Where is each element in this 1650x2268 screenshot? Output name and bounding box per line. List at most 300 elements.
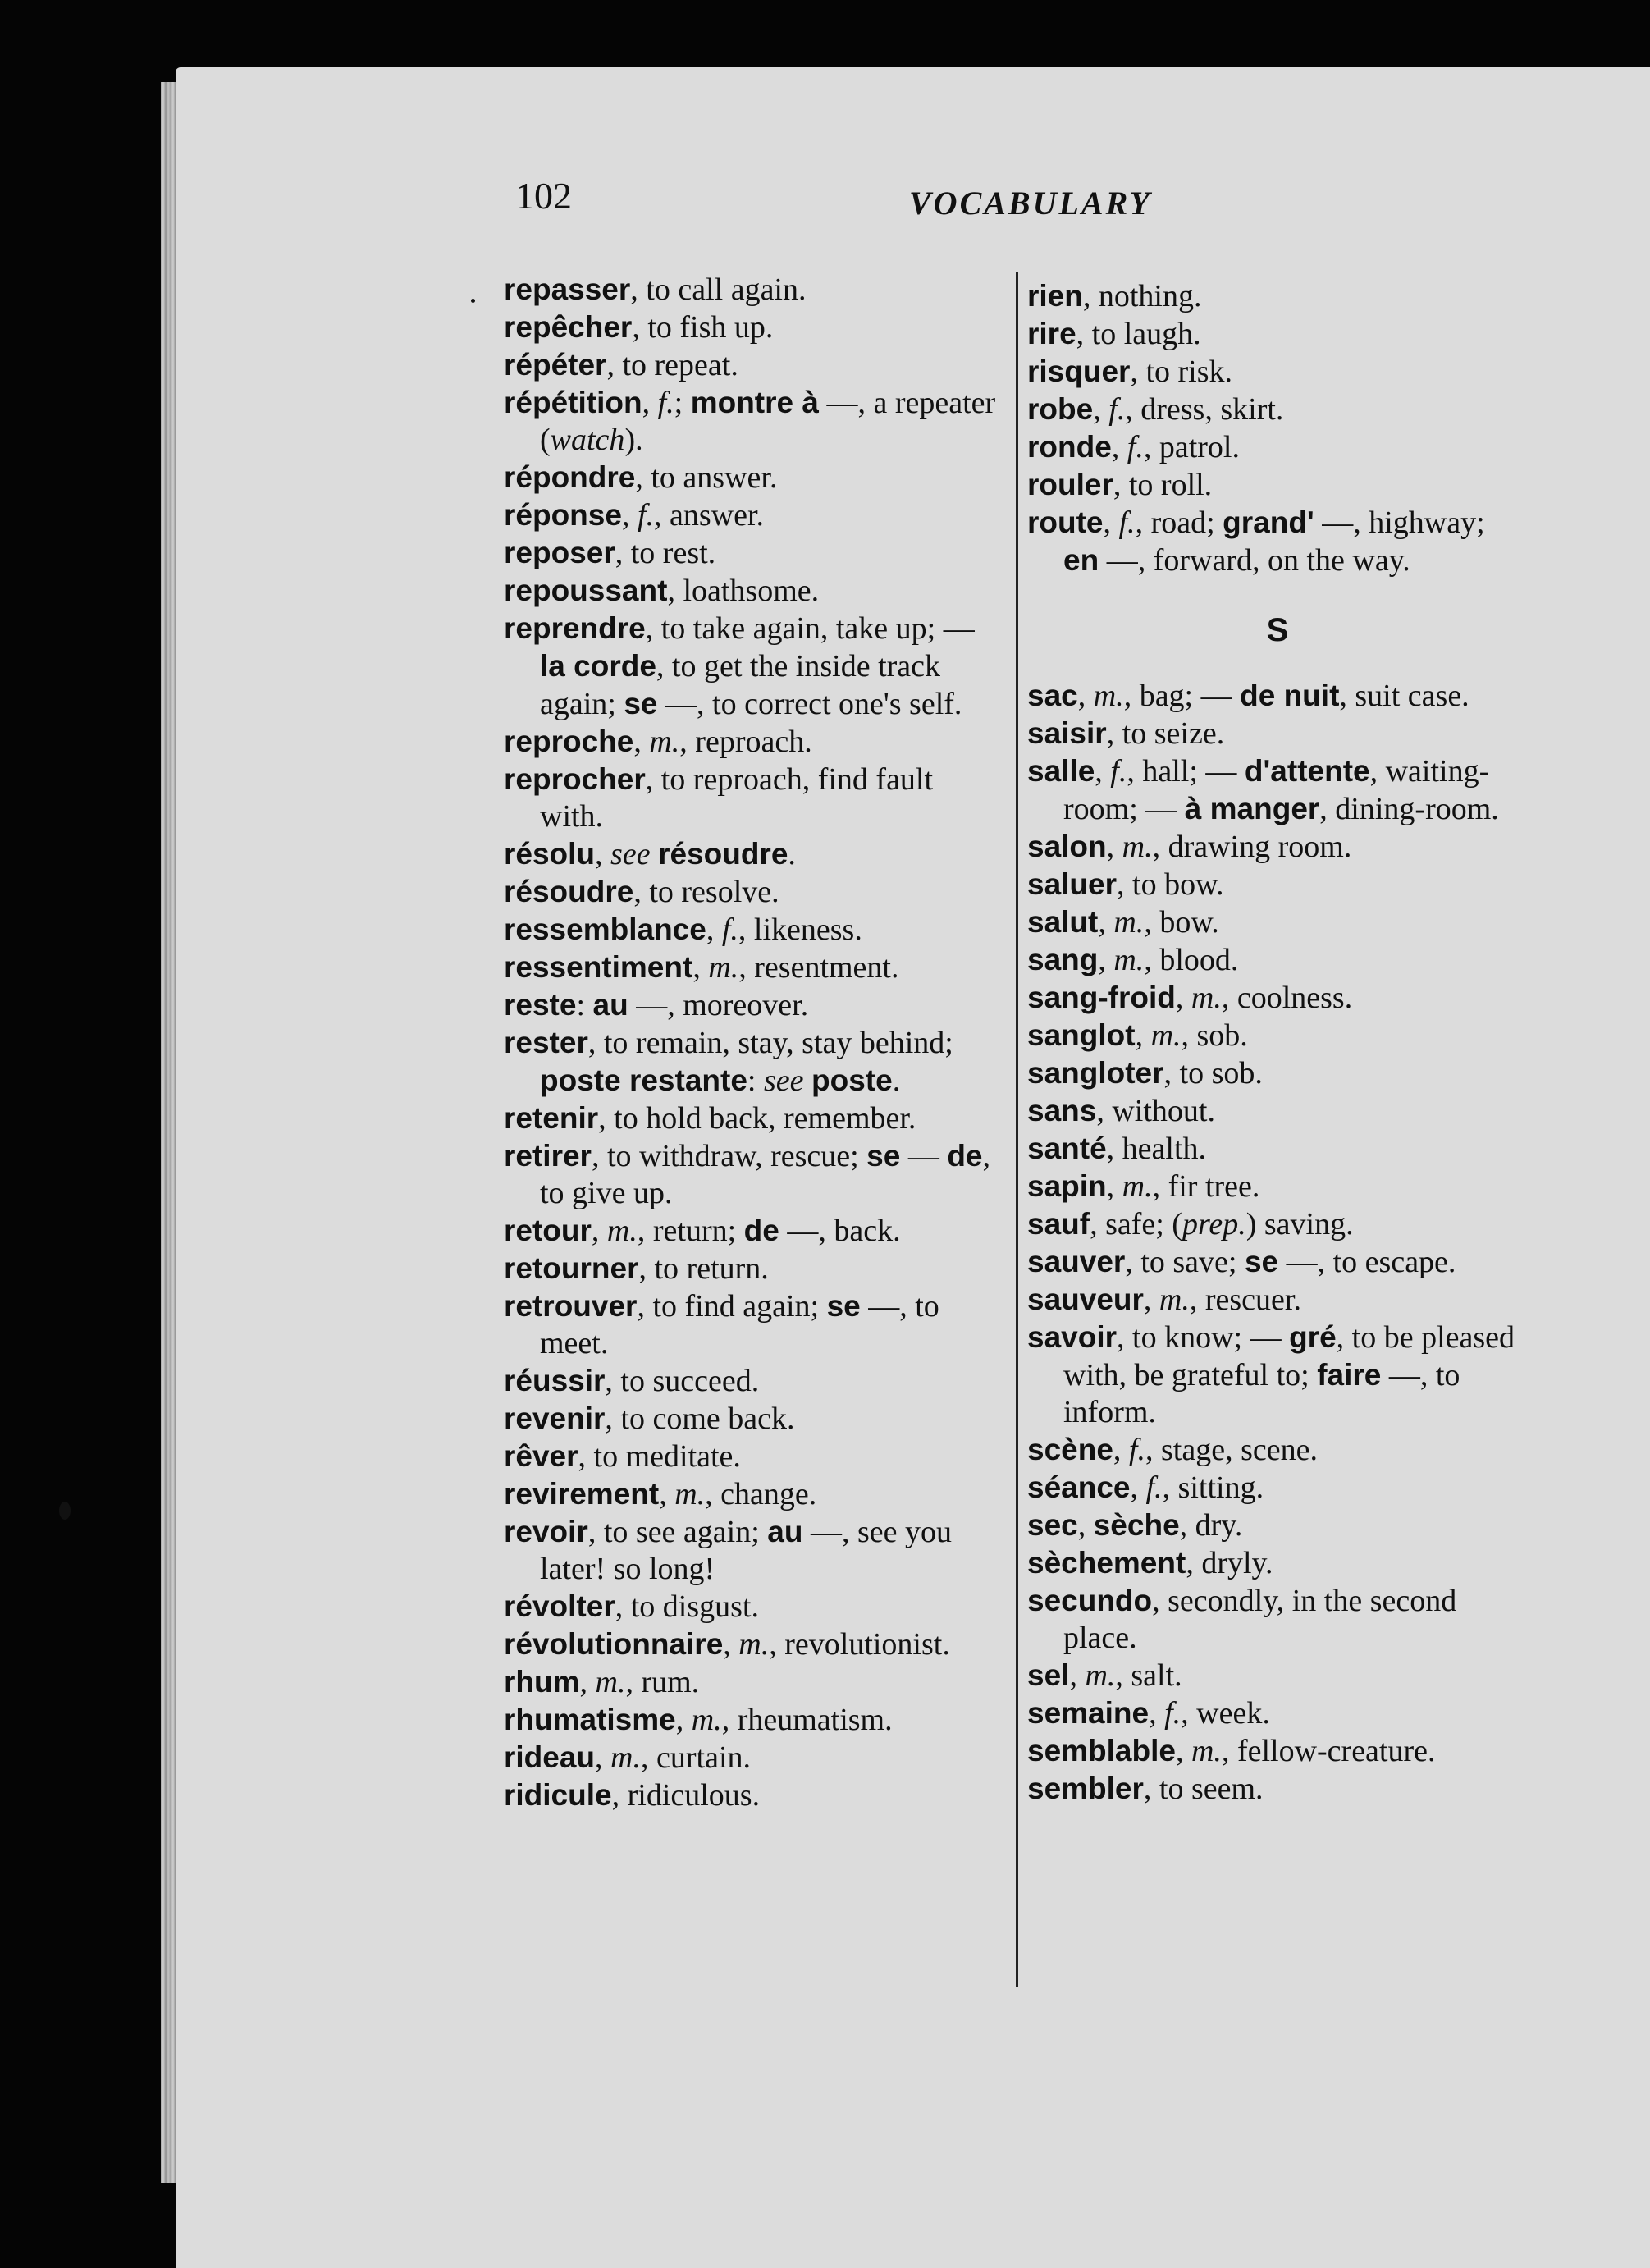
grammar-label: f. xyxy=(637,498,654,533)
vocabulary-entry xyxy=(504,1626,1000,1663)
vocabulary-entry xyxy=(504,1475,1000,1513)
definition-text: , bag; — xyxy=(1123,679,1241,713)
definition-text: , dining-room. xyxy=(1319,792,1499,826)
vocabulary-entry xyxy=(504,986,1000,1024)
headword: scène xyxy=(1027,1433,1113,1466)
column-rule xyxy=(1016,272,1018,1987)
definition-text: , xyxy=(633,725,650,759)
headword: savoir xyxy=(1027,1320,1118,1354)
headword: revirement xyxy=(504,1477,660,1511)
headword: retourner xyxy=(504,1251,639,1285)
grammar-label: m. xyxy=(606,1214,638,1248)
headword: retrouver xyxy=(504,1289,638,1323)
definition-text: , sitting. xyxy=(1162,1470,1264,1505)
right-column-r-entries xyxy=(1027,277,1528,579)
definition-text: , sob. xyxy=(1181,1018,1248,1053)
grammar-label: m. xyxy=(738,1627,770,1662)
definition-text: , to take again, take up; — xyxy=(645,611,975,646)
definition-text: , hall; — xyxy=(1127,754,1245,789)
vocabulary-entry xyxy=(1027,1205,1528,1243)
definition-text: , to rest. xyxy=(615,536,716,570)
vocabulary-entry xyxy=(504,835,1000,873)
definition-text: , xyxy=(659,1477,675,1511)
vocabulary-entry xyxy=(1027,1054,1528,1092)
definition-text: , to come back. xyxy=(605,1401,795,1436)
headword: semaine xyxy=(1027,1696,1150,1730)
headword: ridicule xyxy=(504,1778,612,1812)
definition-text: , xyxy=(591,1214,607,1248)
definition-text: , to succeed. xyxy=(605,1364,760,1398)
vocabulary-entry xyxy=(504,1287,1000,1362)
definition-text: , to fish up. xyxy=(632,310,774,345)
headword: reprocher xyxy=(504,762,646,796)
vocabulary-entry xyxy=(504,761,1000,835)
definition-text: , to disgust. xyxy=(615,1589,759,1624)
definition-text: , to return. xyxy=(638,1251,769,1286)
vocabulary-entry xyxy=(1027,353,1528,391)
definition-text: , loathsome. xyxy=(667,574,820,608)
phrase: la corde xyxy=(540,649,656,683)
headword: rhumatisme xyxy=(504,1703,676,1736)
definition-text: —, moreover. xyxy=(628,988,809,1022)
definition-text: , to seize. xyxy=(1106,716,1225,751)
vocabulary-entry xyxy=(504,949,1000,986)
grammar-label: m. xyxy=(1122,830,1153,864)
vocabulary-entry xyxy=(504,911,1000,949)
definition-text: , to reproach, find fault with. xyxy=(540,762,934,834)
headword: repêcher xyxy=(504,310,633,344)
definition-text: , to remain, stay, stay behind; xyxy=(587,1026,953,1060)
headword: revenir xyxy=(504,1401,606,1435)
headword: réponse xyxy=(504,498,622,532)
definition-text: , without. xyxy=(1096,1094,1215,1128)
vocabulary-entry xyxy=(504,1739,1000,1776)
vocabulary-entry xyxy=(504,271,1000,309)
phrase: en xyxy=(1063,543,1099,577)
definition-text: , xyxy=(642,386,658,420)
definition-text: , to bow. xyxy=(1117,867,1224,902)
phrase: gré xyxy=(1289,1320,1337,1354)
headword: rideau xyxy=(504,1740,596,1774)
definition-text: —, a repeater ( xyxy=(540,386,996,457)
definition-text: , xyxy=(692,950,709,985)
headword: retour xyxy=(504,1214,592,1247)
definition-text: , to repeat. xyxy=(606,348,738,382)
vocabulary-entry xyxy=(1027,903,1528,941)
grammar-label: m. xyxy=(1085,1658,1116,1693)
scan-speck xyxy=(471,299,475,303)
definition-text: , week. xyxy=(1181,1696,1270,1731)
vocabulary-entry xyxy=(1027,1582,1528,1657)
vocabulary-entry xyxy=(1027,1017,1528,1054)
phrase: au xyxy=(592,988,628,1022)
definition-text: —, forward, on the way. xyxy=(1099,543,1410,578)
definition-text: —, highway; xyxy=(1314,505,1485,540)
definition-text: —, to inform. xyxy=(1063,1358,1460,1429)
phrase: se xyxy=(826,1289,861,1323)
definition-text: , answer. xyxy=(654,498,765,533)
vocabulary-entry xyxy=(504,1362,1000,1400)
headword: répéter xyxy=(504,348,607,382)
vocabulary-entry xyxy=(1027,866,1528,903)
headword: salon xyxy=(1027,830,1107,863)
headword: répétition xyxy=(504,386,642,419)
vocabulary-entry xyxy=(504,1024,1000,1100)
definition-text: , ridiculous. xyxy=(611,1778,761,1813)
definition-text: , patrol. xyxy=(1143,430,1240,464)
definition-text: , xyxy=(723,1627,739,1662)
grammar-label: f. xyxy=(1145,1470,1163,1505)
vocabulary-entry xyxy=(1027,1168,1528,1205)
phrase: d'attente xyxy=(1244,754,1370,788)
definition-text: , stage, scene. xyxy=(1145,1433,1318,1467)
definition-text: , revolutionist. xyxy=(769,1627,950,1662)
definition-text: , dryly. xyxy=(1186,1546,1273,1580)
headword: reprendre xyxy=(504,611,646,645)
headword: ressentiment xyxy=(504,950,693,984)
definition-text: , xyxy=(675,1703,692,1737)
definition-text: , rum. xyxy=(625,1665,700,1699)
vocabulary-entry xyxy=(504,1663,1000,1701)
headword: route xyxy=(1027,505,1104,539)
grammar-label: m. xyxy=(610,1740,641,1775)
vocabulary-entry xyxy=(504,1588,1000,1626)
definition-text: , xyxy=(1113,1433,1129,1467)
vocabulary-entry xyxy=(504,496,1000,534)
definition-text: , xyxy=(579,1665,596,1699)
headword: revoir xyxy=(504,1515,588,1548)
left-column xyxy=(504,271,1000,1814)
phrase: poste xyxy=(811,1063,893,1097)
definition-text: , to resolve. xyxy=(633,875,779,909)
definition-text: , rheumatism. xyxy=(721,1703,893,1737)
vocabulary-entry xyxy=(1027,1694,1528,1732)
definition-text: , to save; xyxy=(1125,1245,1245,1279)
headword: ronde xyxy=(1027,430,1112,464)
headword: sauveur xyxy=(1027,1283,1144,1316)
definition-text: , secondly, in the second place. xyxy=(1063,1584,1457,1655)
vocabulary-entry xyxy=(1027,1657,1528,1694)
phrase: se xyxy=(624,687,658,720)
vocabulary-entry xyxy=(504,723,1000,761)
headword: secundo xyxy=(1027,1584,1153,1617)
vocabulary-entry xyxy=(504,1701,1000,1739)
vocabulary-entry xyxy=(504,1513,1000,1588)
definition-text: , dry. xyxy=(1179,1508,1243,1543)
headword: retirer xyxy=(504,1139,592,1173)
vocabulary-entry xyxy=(504,1776,1000,1814)
grammar-label: m. xyxy=(1113,905,1145,940)
definition-text: , xyxy=(1149,1696,1165,1731)
vocabulary-entry xyxy=(1027,1281,1528,1319)
headword: rouler xyxy=(1027,468,1113,501)
definition-text: , to risk. xyxy=(1130,354,1232,389)
phrase: de nuit xyxy=(1240,679,1340,712)
grammar-label: m. xyxy=(708,950,739,985)
definition-text: , curtain. xyxy=(641,1740,752,1775)
vocabulary-entry xyxy=(1027,1469,1528,1507)
definition-text: , xyxy=(1077,1508,1094,1543)
definition-text: ). xyxy=(624,423,643,457)
headword: salut xyxy=(1027,905,1099,939)
vocabulary-entry xyxy=(1027,391,1528,428)
phrase: se xyxy=(866,1139,901,1173)
headword: rêver xyxy=(504,1439,578,1473)
vocabulary-entry xyxy=(1027,1243,1528,1281)
vocabulary-entry xyxy=(1027,1431,1528,1469)
headword: sel xyxy=(1027,1658,1070,1692)
headword: saisir xyxy=(1027,716,1107,750)
right-column-s-entries xyxy=(1027,677,1528,1808)
grammar-label: watch xyxy=(550,423,625,457)
definition-text: , salt. xyxy=(1115,1658,1182,1693)
definition-text: , to withdraw, rescue; xyxy=(591,1139,867,1173)
headword: reposer xyxy=(504,536,615,569)
definition-text: , xyxy=(1103,505,1119,540)
definition-text: , to call again. xyxy=(630,272,807,307)
phrase: de xyxy=(947,1139,983,1173)
headword: santé xyxy=(1027,1132,1107,1165)
definition-text: , xyxy=(1077,679,1094,713)
vocabulary-entry xyxy=(1027,1130,1528,1168)
grammar-label: m. xyxy=(1122,1169,1153,1204)
headword: séance xyxy=(1027,1470,1131,1504)
grammar-label: m. xyxy=(1150,1018,1182,1053)
definition-text: , to get the inside track again; xyxy=(540,649,941,721)
vocabulary-entry xyxy=(504,1400,1000,1438)
definition-text: , xyxy=(1111,430,1127,464)
definition-text: —, see you later! so long! xyxy=(540,1515,952,1586)
grammar-label: m. xyxy=(1159,1283,1190,1317)
phrase: de xyxy=(743,1214,779,1247)
headword: reproche xyxy=(504,725,634,758)
definition-text: —, to meet. xyxy=(540,1289,939,1360)
running-head: VOCABULARY xyxy=(909,185,1152,222)
grammar-label: f. xyxy=(1127,430,1144,464)
definition-text: : xyxy=(747,1063,764,1098)
headword: sang xyxy=(1027,943,1099,976)
grammar-label: f. xyxy=(1164,1696,1182,1731)
definition-text: , xyxy=(1095,754,1111,789)
headword: sans xyxy=(1027,1094,1097,1127)
vocabulary-entry xyxy=(504,459,1000,496)
grammar-label: f. xyxy=(1108,392,1126,427)
definition-text: , change. xyxy=(705,1477,817,1511)
headword: sangloter xyxy=(1027,1056,1164,1090)
section-letter: S xyxy=(1266,612,1289,648)
definition-text: , xyxy=(706,912,722,947)
definition-text: , xyxy=(1069,1658,1086,1693)
definition-text: —, to correct one's self. xyxy=(657,687,962,721)
definition-text: , to know; — xyxy=(1117,1320,1290,1355)
headword: salle xyxy=(1027,754,1095,788)
definition-text: , safe; ( xyxy=(1090,1207,1182,1241)
definition-text: , to hold back, remember. xyxy=(598,1101,916,1136)
vocabulary-entry xyxy=(504,346,1000,384)
headword: répondre xyxy=(504,460,636,494)
vocabulary-entry xyxy=(1027,428,1528,466)
definition-text: . xyxy=(788,837,796,871)
definition-text xyxy=(804,1063,812,1098)
headword: ressemblance xyxy=(504,912,706,946)
headword: saluer xyxy=(1027,867,1118,901)
vocabulary-entry xyxy=(504,572,1000,610)
vocabulary-entry xyxy=(504,1212,1000,1250)
headword: retenir xyxy=(504,1101,599,1135)
definition-text: , likeness. xyxy=(738,912,862,947)
definition-text: , suit case. xyxy=(1339,679,1469,713)
vocabulary-entry xyxy=(1027,1507,1528,1544)
grammar-label: f. xyxy=(657,386,674,420)
vocabulary-entry xyxy=(504,1438,1000,1475)
page-number: 102 xyxy=(515,175,572,217)
phrase: se xyxy=(1244,1245,1279,1278)
definition-text: , xyxy=(1130,1470,1146,1505)
grammar-label: m. xyxy=(1093,679,1124,713)
grammar-label: m. xyxy=(595,1665,626,1699)
headword: sauver xyxy=(1027,1245,1126,1278)
headword: sèchement xyxy=(1027,1546,1186,1580)
headword: sapin xyxy=(1027,1169,1107,1203)
definition-text: , drawing room. xyxy=(1152,830,1352,864)
vocabulary-entry xyxy=(1027,466,1528,504)
headword: révolter xyxy=(504,1589,615,1623)
definition-text: , return; xyxy=(637,1214,744,1248)
headword: réussir xyxy=(504,1364,606,1397)
vocabulary-entry xyxy=(504,1100,1000,1137)
definition-text: , bow. xyxy=(1144,905,1219,940)
headword: rien xyxy=(1027,279,1083,313)
definition-text: — xyxy=(900,1139,948,1173)
grammar-label: see xyxy=(763,1063,804,1098)
definition-text: . xyxy=(892,1063,901,1098)
phrase: au xyxy=(767,1515,803,1548)
definition-text: , health. xyxy=(1106,1132,1207,1166)
headword: robe xyxy=(1027,392,1094,426)
grammar-label: prep. xyxy=(1182,1207,1246,1241)
definition-text: ; xyxy=(674,386,691,420)
vocabulary-entry xyxy=(1027,941,1528,979)
phrase: montre à xyxy=(690,386,819,419)
definition-text: , to seem. xyxy=(1143,1772,1264,1806)
definition-text: , dress, skirt. xyxy=(1125,392,1284,427)
vocabulary-entry xyxy=(1027,1092,1528,1130)
headword: résoudre xyxy=(504,875,634,908)
grammar-label: f. xyxy=(721,912,738,947)
grammar-label: m. xyxy=(649,725,680,759)
definition-text: : xyxy=(576,988,593,1022)
definition-text: , xyxy=(1106,830,1122,864)
definition-text: —, to escape. xyxy=(1278,1245,1456,1279)
headword: risquer xyxy=(1027,354,1131,388)
right-column xyxy=(1027,277,1528,1808)
definition-text: , xyxy=(1106,1169,1122,1204)
vocabulary-entry xyxy=(1027,752,1528,828)
grammar-label: m. xyxy=(1191,981,1222,1015)
vocabulary-entry xyxy=(1027,315,1528,353)
definition-text xyxy=(651,837,659,871)
headword: rire xyxy=(1027,317,1076,350)
vocabulary-entry xyxy=(1027,1544,1528,1582)
definition-text: ) saving. xyxy=(1245,1207,1354,1241)
vocabulary-entry xyxy=(504,610,1000,723)
definition-text: —, back. xyxy=(779,1214,901,1248)
headword: sembler xyxy=(1027,1772,1144,1805)
headword: repasser xyxy=(504,272,631,306)
grammar-label: m. xyxy=(691,1703,722,1737)
grammar-label: f. xyxy=(1118,505,1136,540)
phrase: poste restante xyxy=(540,1063,747,1097)
headword: rester xyxy=(504,1026,588,1059)
vocabulary-entry xyxy=(1027,1319,1528,1431)
vocabulary-entry xyxy=(504,309,1000,346)
definition-text: , xyxy=(1135,1018,1151,1053)
headword: rhum xyxy=(504,1665,580,1699)
definition-text: , fellow-creature. xyxy=(1221,1734,1436,1768)
phrase: à manger xyxy=(1184,792,1320,825)
definition-text: , to answer. xyxy=(635,460,778,495)
definition-text: , xyxy=(1143,1283,1159,1317)
definition-text: , xyxy=(1098,905,1114,940)
headword: sac xyxy=(1027,679,1078,712)
definition-text: , resentment. xyxy=(738,950,899,985)
definition-text: , xyxy=(621,498,638,533)
grammar-label: f. xyxy=(1128,1433,1145,1467)
headword: sang-froid xyxy=(1027,981,1176,1014)
definition-text: , road; xyxy=(1135,505,1223,540)
grammar-label: see xyxy=(610,837,651,871)
grammar-label: m. xyxy=(674,1477,706,1511)
headword: sec xyxy=(1027,1508,1078,1542)
phrase: grand' xyxy=(1223,505,1314,539)
vocabulary-entry xyxy=(504,873,1000,911)
headword: sanglot xyxy=(1027,1018,1136,1052)
vocabulary-entry xyxy=(1027,677,1528,715)
definition-text: , to be pleased with, be grateful to; xyxy=(1063,1320,1515,1392)
vocabulary-entry xyxy=(1027,1732,1528,1770)
phrase: faire xyxy=(1317,1358,1382,1392)
definition-text: , waiting-room; — xyxy=(1063,754,1490,826)
definition-text: , blood. xyxy=(1144,943,1239,977)
headword: révolutionnaire xyxy=(504,1627,724,1661)
vocabulary-entry xyxy=(1027,504,1528,579)
headword: résolu xyxy=(504,837,596,871)
definition-text: , to give up. xyxy=(540,1139,991,1210)
vocabulary-entry xyxy=(1027,979,1528,1017)
definition-text: , to find again; xyxy=(637,1289,827,1324)
definition-text: , coolness. xyxy=(1221,981,1353,1015)
vocabulary-entry xyxy=(504,1250,1000,1287)
definition-text: , rescuer. xyxy=(1189,1283,1301,1317)
vocabulary-entry xyxy=(504,1137,1000,1212)
grammar-label: f. xyxy=(1110,754,1127,789)
headword: reste xyxy=(504,988,577,1022)
definition-text: , to laugh. xyxy=(1076,317,1201,351)
grammar-label: m. xyxy=(1191,1734,1222,1768)
vocabulary-entry xyxy=(1027,277,1528,315)
definition-text: , reproach. xyxy=(679,725,812,759)
headword: semblable xyxy=(1027,1734,1176,1767)
definition-text: , fir tree. xyxy=(1152,1169,1260,1204)
definition-text: , xyxy=(595,837,611,871)
definition-text: , to roll. xyxy=(1113,468,1213,502)
grammar-label: m. xyxy=(1113,943,1145,977)
definition-text: , to meditate. xyxy=(578,1439,741,1474)
scan-speck xyxy=(59,1502,71,1520)
definition-text: , xyxy=(1098,943,1114,977)
phrase: résoudre xyxy=(658,837,788,871)
headword: sauf xyxy=(1027,1207,1090,1241)
